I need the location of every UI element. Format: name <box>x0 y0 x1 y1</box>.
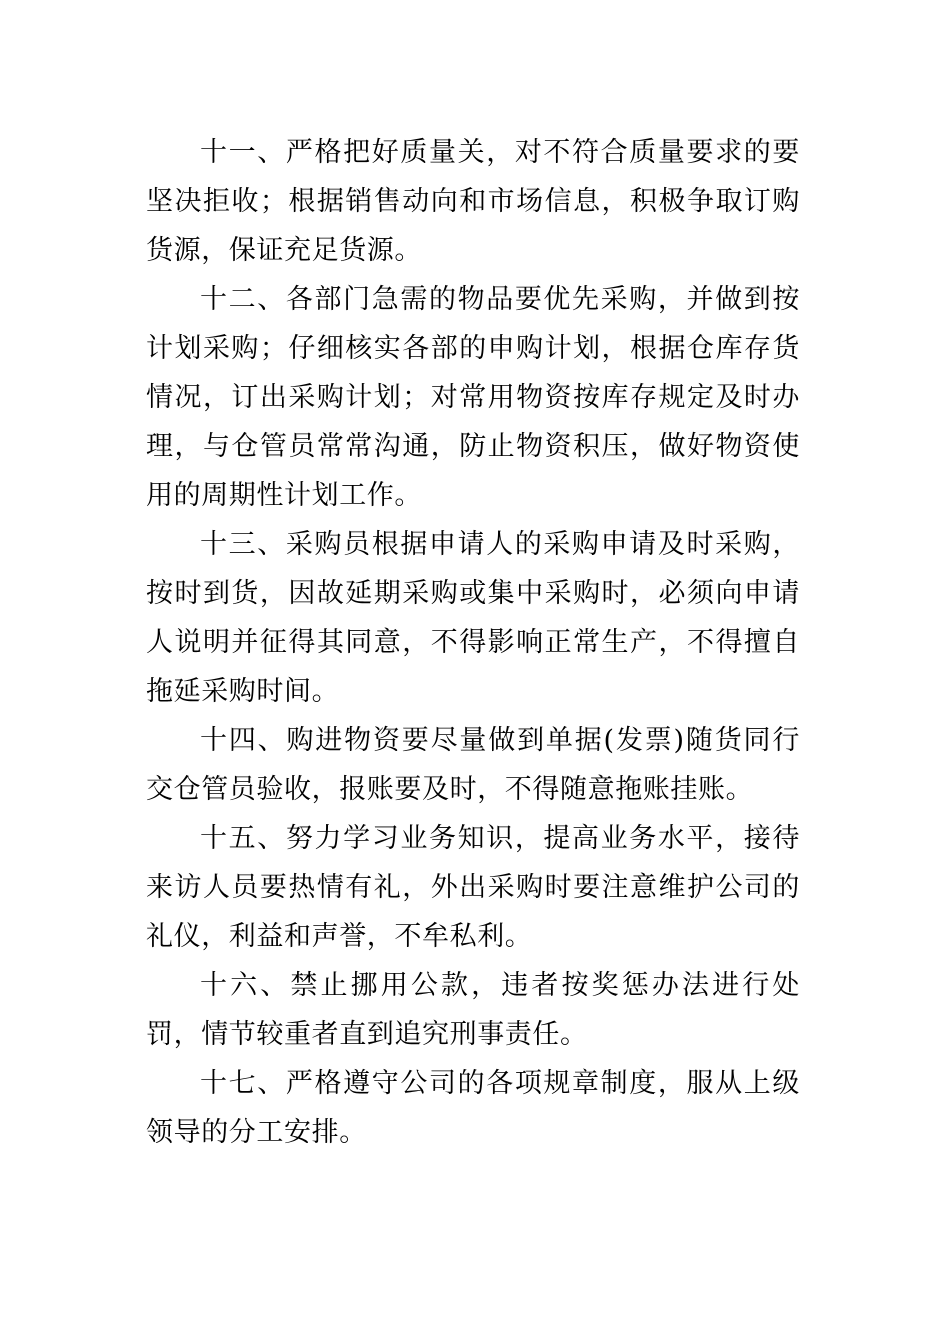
paragraph-14: 十四、购进物资要尽量做到单据(发票)随货同行交仓管员验收，报账要及时，不得随意拖账挂账。 <box>146 725 800 805</box>
paragraph-16: 十六、禁止挪用公款，违者按奖惩办法进行处罚，情节较重者直到追究刑事责任。 <box>146 970 800 1050</box>
paragraph-15: 十五、努力学习业务知识，提高业务水平，接待来访人员要热情有礼，外出采购时要注意维护公司的礼仪，利益和声誉，不牟私利。 <box>146 823 800 952</box>
paragraph-11: 十一、严格把好质量关，对不符合质量要求的要坚决拒收；根据销售动向和市场信息，积极争取订购货源，保证充足货源。 <box>146 137 800 266</box>
paragraph-17: 十七、严格遵守公司的各项规章制度，服从上级领导的分工安排。 <box>146 1068 800 1148</box>
paragraph-13: 十三、采购员根据申请人的采购申请及时采购，按时到货，因故延期采购或集中采购时，必须向申请人说明并征得其同意，不得影响正常生产，不得擅自拖延采购时间。 <box>146 529 800 707</box>
document-body <box>146 128 800 1157</box>
paragraph-12: 十二、各部门急需的物品要优先采购，并做到按计划采购；仔细核实各部的申购计划，根据仓库存货情况，订出采购计划；对常用物资按库存规定及时办理，与仓管员常常沟通，防止物资积压，做好物资使用的周期性计划工作。 <box>146 284 800 511</box>
